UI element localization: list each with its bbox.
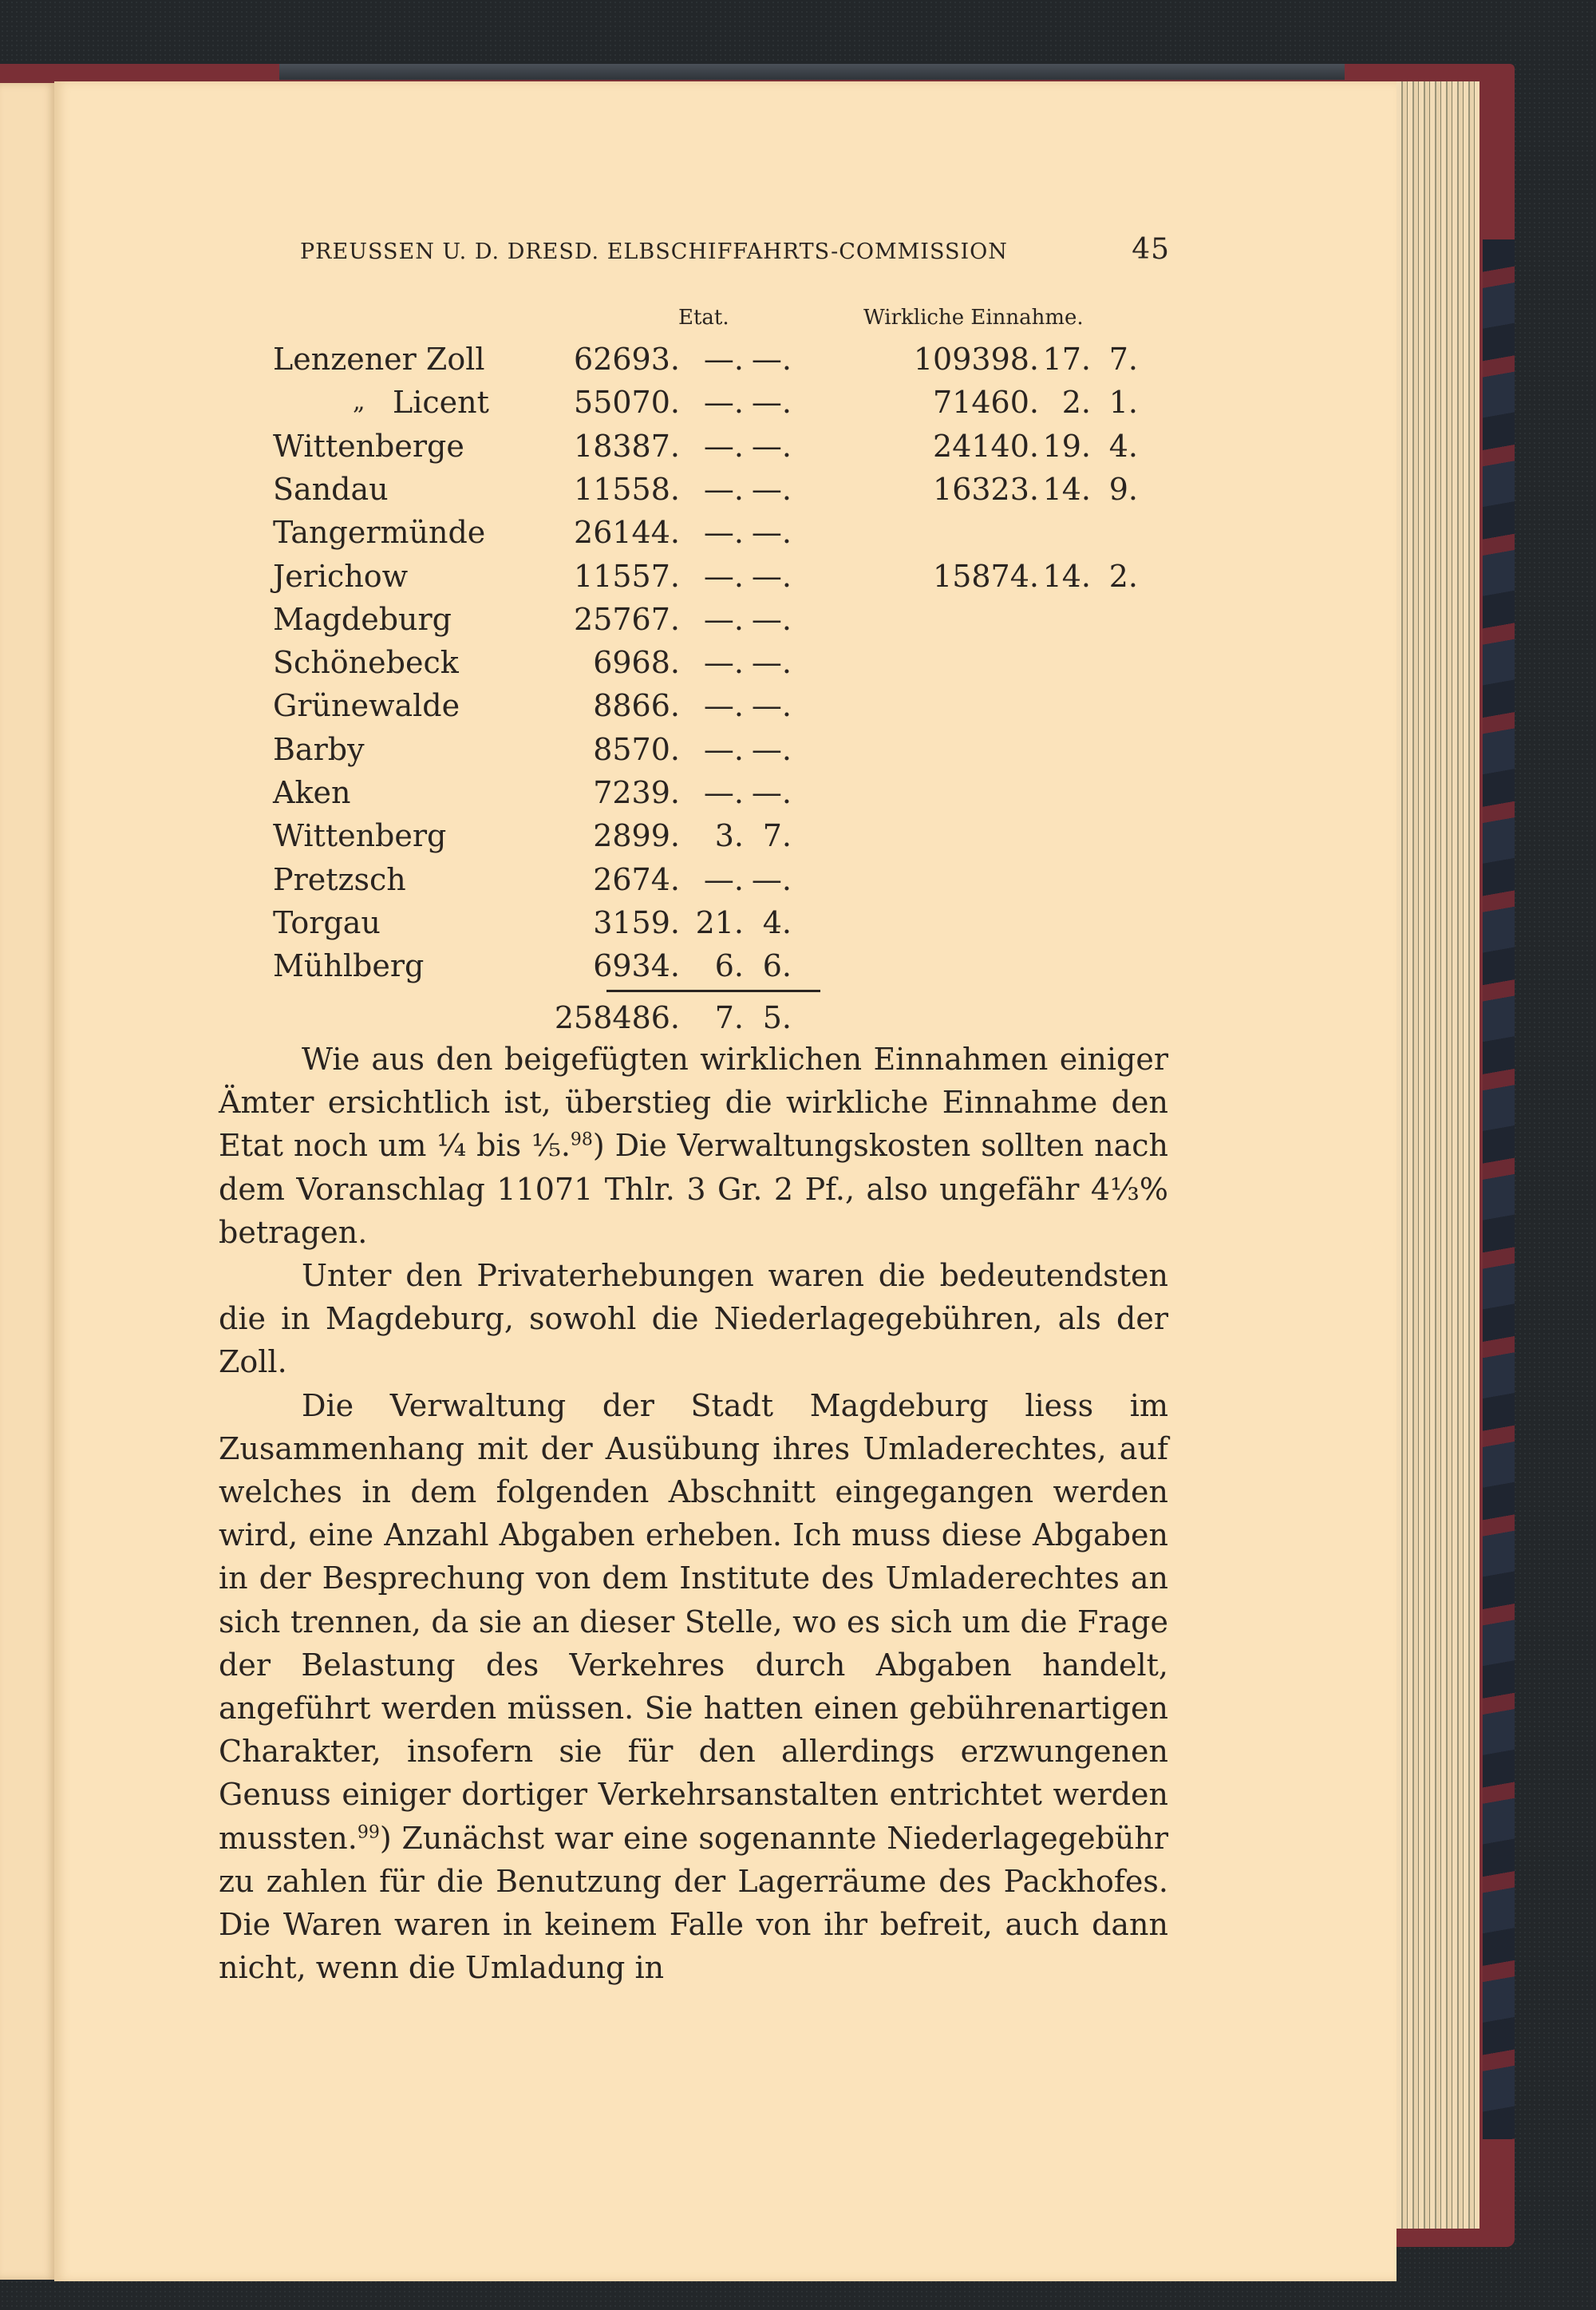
wirkliche-thaler: 71460. <box>933 385 1039 421</box>
etat-thaler: 26144. <box>574 515 680 551</box>
wirkliche-thaler: 16323. <box>933 471 1039 507</box>
etat-pfennig: —. <box>751 601 792 637</box>
etat-groschen: —. <box>703 601 744 637</box>
body-text <box>219 1038 1168 1989</box>
row-name: Lenzener Zoll <box>273 342 485 377</box>
etat-pfennig: —. <box>751 688 792 724</box>
wirkliche-thaler: 109398. <box>913 342 1039 377</box>
row-name: Wittenberg <box>273 818 447 854</box>
row-name: Licent <box>393 385 489 421</box>
etat-thaler: 6934. <box>593 948 680 984</box>
row-name: Aken <box>273 775 351 810</box>
wirkliche-pfennig: 9. <box>1108 471 1138 507</box>
wirkliche-thaler: 24140. <box>933 428 1039 464</box>
etat-thaler: 25767. <box>574 601 680 637</box>
etat-pfennig: —. <box>751 342 792 377</box>
etat-groschen: —. <box>703 775 744 810</box>
table-row <box>273 641 1191 684</box>
row-name: Torgau <box>273 904 381 940</box>
etat-thaler: 2674. <box>593 861 680 897</box>
etat-thaler: 62693. <box>574 342 680 377</box>
etat-groschen: —. <box>703 688 744 724</box>
wirkliche-groschen: 14. <box>1042 471 1091 507</box>
wirkliche-groschen: 19. <box>1042 428 1091 464</box>
table-row <box>273 425 1191 468</box>
etat-groschen: 3. <box>714 818 744 854</box>
left-page-edge <box>0 83 56 2280</box>
ditto-mark: „ <box>353 388 365 417</box>
table-row <box>273 468 1191 511</box>
etat-thaler: 7239. <box>593 775 680 810</box>
table-row <box>273 381 1191 424</box>
row-name: Wittenberge <box>273 428 464 464</box>
marbled-cover-edge <box>1483 239 1515 2139</box>
page-stack-edges <box>1396 81 1479 2229</box>
etat-groschen: —. <box>703 731 744 767</box>
wirkliche-pfennig: 2. <box>1108 558 1138 594</box>
row-name: Grünewalde <box>273 688 460 724</box>
table-row <box>273 771 1191 814</box>
etat-pfennig: —. <box>751 775 792 810</box>
etat-pfennig: —. <box>751 645 792 681</box>
etat-groschen: —. <box>703 558 744 594</box>
paragraph-2: Unter den Privaterhebungen waren die bedeutendsten die in Magdeburg, sowohl die Niederlagegebühren, als der Zoll. <box>219 1258 1168 1380</box>
table-row <box>273 944 1191 987</box>
total-pfennig: 5. <box>762 1000 792 1035</box>
row-name: Pretzsch <box>273 861 406 897</box>
etat-pfennig: —. <box>751 471 792 507</box>
row-name: Sandau <box>273 471 389 507</box>
running-head <box>300 233 1170 266</box>
row-name: Barby <box>273 731 365 767</box>
column-header-etat: Etat. <box>678 306 729 330</box>
table-row <box>273 511 1191 554</box>
etat-pfennig: —. <box>751 515 792 551</box>
etat-thaler: 3159. <box>593 904 680 940</box>
wirkliche-pfennig: 4. <box>1108 428 1138 464</box>
etat-groschen: 6. <box>714 948 744 984</box>
table-row <box>273 728 1191 771</box>
etat-thaler: 55070. <box>574 385 680 421</box>
page-number: 45 <box>1132 233 1170 266</box>
etat-thaler: 8866. <box>593 688 680 724</box>
etat-pfennig: —. <box>751 558 792 594</box>
etat-groschen: —. <box>703 861 744 897</box>
total-etat: 258486. <box>554 1000 680 1035</box>
wirkliche-pfennig: 1. <box>1108 385 1138 421</box>
wirkliche-groschen: 17. <box>1042 342 1091 377</box>
etat-groschen: —. <box>703 428 744 464</box>
etat-pfennig: —. <box>751 731 792 767</box>
etat-groschen: —. <box>703 385 744 421</box>
etat-thaler: 18387. <box>574 428 680 464</box>
paragraph-1: Wie aus den beigefügten wirklichen Einnahmen einiger Ämter ersichtlich ist, überstieg die wirkliche Einnahme den Etat noch um ¼ bis ⅕.$^{98}$) Die Verwaltungskosten sollten nach dem Voranschlag 11071 Thlr. 3 Gr. 2 Pf., also ungefähr 4⅓% betragen. <box>219 1042 1168 1250</box>
etat-thaler: 8570. <box>593 731 680 767</box>
row-name: Magdeburg <box>273 601 452 637</box>
wirkliche-groschen: 2. <box>1061 385 1091 421</box>
table-total-row <box>273 996 1191 1039</box>
sum-rule <box>606 990 820 992</box>
table-row <box>273 814 1191 857</box>
footnote-ref-98: 98 <box>570 1129 593 1150</box>
etat-pfennig: —. <box>751 861 792 897</box>
etat-pfennig: 7. <box>762 818 792 854</box>
row-name: Schönebeck <box>273 645 459 681</box>
etat-groschen: —. <box>703 515 744 551</box>
etat-groschen: —. <box>703 645 744 681</box>
wirkliche-thaler: 15874. <box>933 558 1039 594</box>
table-row <box>273 858 1191 901</box>
etat-thaler: 2899. <box>593 818 680 854</box>
etat-groschen: 21. <box>695 904 744 940</box>
etat-thaler: 6968. <box>593 645 680 681</box>
row-name: Jerichow <box>273 558 409 594</box>
table-row <box>273 684 1191 727</box>
wirkliche-groschen: 14. <box>1042 558 1091 594</box>
paragraph-3: Die Verwaltung der Stadt Magdeburg liess im Zusammenhang mit der Ausübung ihres Umladerechtes, auf welches in dem folgenden Abschnitt eingegangen werden wird, eine Anzahl Abgaben erheben. Ich muss diese Abgaben in der Besprechung von dem Institute des Umladerechtes an sich trennen, da sie an dieser Stelle, wo es sich um die Frage der Belastung des Verkehres durch Abgaben handelt, angeführt werden müssen. Sie hatten einen gebührenartigen Charakter, insofern sie für den allerdings erzwungenen Genuss einiger dortiger Verkehrsanstalten entrichtet werden mussten.$^{99}$) Zunächst war eine sogenannte Niederlagegebühr zu zahlen für die Benutzung der Lagerräume des Packhofes. Die Waren waren in keinem Falle von ihr befreit, auch dann nicht, wenn die Umladung in <box>219 1387 1168 1986</box>
row-name: Tangermünde <box>273 515 486 551</box>
etat-thaler: 11557. <box>574 558 680 594</box>
etat-pfennig: —. <box>751 428 792 464</box>
table-row <box>273 901 1191 944</box>
column-header-wirkliche-einnahme: Wirkliche Einnahme. <box>863 306 1084 330</box>
etat-pfennig: 6. <box>762 948 792 984</box>
total-groschen: 7. <box>714 1000 744 1035</box>
etat-thaler: 11558. <box>574 471 680 507</box>
row-name: Mühlberg <box>273 948 425 984</box>
table-row <box>273 555 1191 598</box>
table-row <box>273 338 1191 381</box>
footnote-ref-99: 99 <box>357 1822 380 1842</box>
book-spine-edge <box>279 64 1345 80</box>
etat-groschen: —. <box>703 471 744 507</box>
etat-groschen: —. <box>703 342 744 377</box>
etat-pfennig: 4. <box>762 904 792 940</box>
wirkliche-pfennig: 7. <box>1108 342 1138 377</box>
running-head-title: PREUSSEN U. D. DRESD. ELBSCHIFFAHRTS-COMMISSION <box>300 239 1008 264</box>
etat-pfennig: —. <box>751 385 792 421</box>
table-row <box>273 598 1191 641</box>
